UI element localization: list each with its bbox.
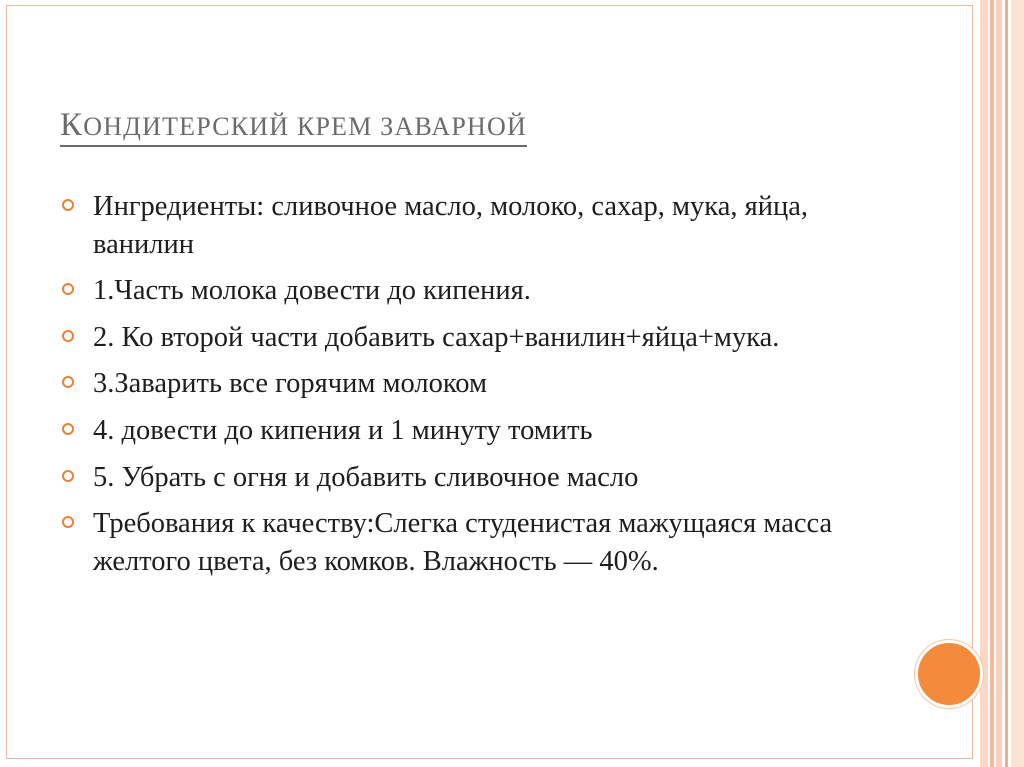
stripe xyxy=(1011,0,1024,767)
list-item-text: 5. Убрать с огня и добавить сливочное масло xyxy=(93,461,639,493)
list-item-text: Требования к качеству:Слегка студенистая мажущаяся масса желтого цвета, без комков. Влажность — 40%. xyxy=(93,508,833,577)
stripe xyxy=(1005,0,1008,767)
ring-bullet-icon xyxy=(62,330,74,342)
list-item-text: 1.Часть молока довести до кипения. xyxy=(93,275,531,307)
list-item-text: 3.Заварить все горячим молоком xyxy=(93,368,488,400)
ring-bullet-icon xyxy=(62,516,74,528)
title-first-letter: К xyxy=(60,107,84,143)
ring-bullet-icon xyxy=(62,470,74,482)
list-item xyxy=(60,505,860,580)
list-item-text: 2. Ко второй части добавить сахар+ванилин+яйца+мука. xyxy=(93,321,780,353)
ring-bullet-icon xyxy=(62,423,74,435)
list-item-text: 4. довести до кипения и 1 минуту томить xyxy=(93,415,593,447)
ring-bullet-icon xyxy=(62,376,74,388)
orange-circle-decoration xyxy=(915,640,983,708)
list-item xyxy=(60,188,860,263)
list-item xyxy=(60,319,860,357)
list-item xyxy=(60,365,860,403)
stripe xyxy=(990,0,994,767)
stripe xyxy=(980,0,988,767)
title-rest: ОНДИТЕРСКИЙ КРЕМ ЗАВАРНОЙ xyxy=(83,112,527,141)
list-item xyxy=(60,272,860,310)
stripe xyxy=(996,0,1002,767)
list-item-text: Ингредиенты: сливочное масло, молоко, сахар, мука, яйца, ванилин xyxy=(93,191,809,260)
list-item xyxy=(60,459,860,497)
bullet-list xyxy=(60,188,860,589)
decorative-stripes xyxy=(980,0,1024,767)
slide-title xyxy=(60,108,527,147)
list-item xyxy=(60,412,860,450)
ring-bullet-icon xyxy=(62,283,74,295)
ring-bullet-icon xyxy=(62,199,74,211)
